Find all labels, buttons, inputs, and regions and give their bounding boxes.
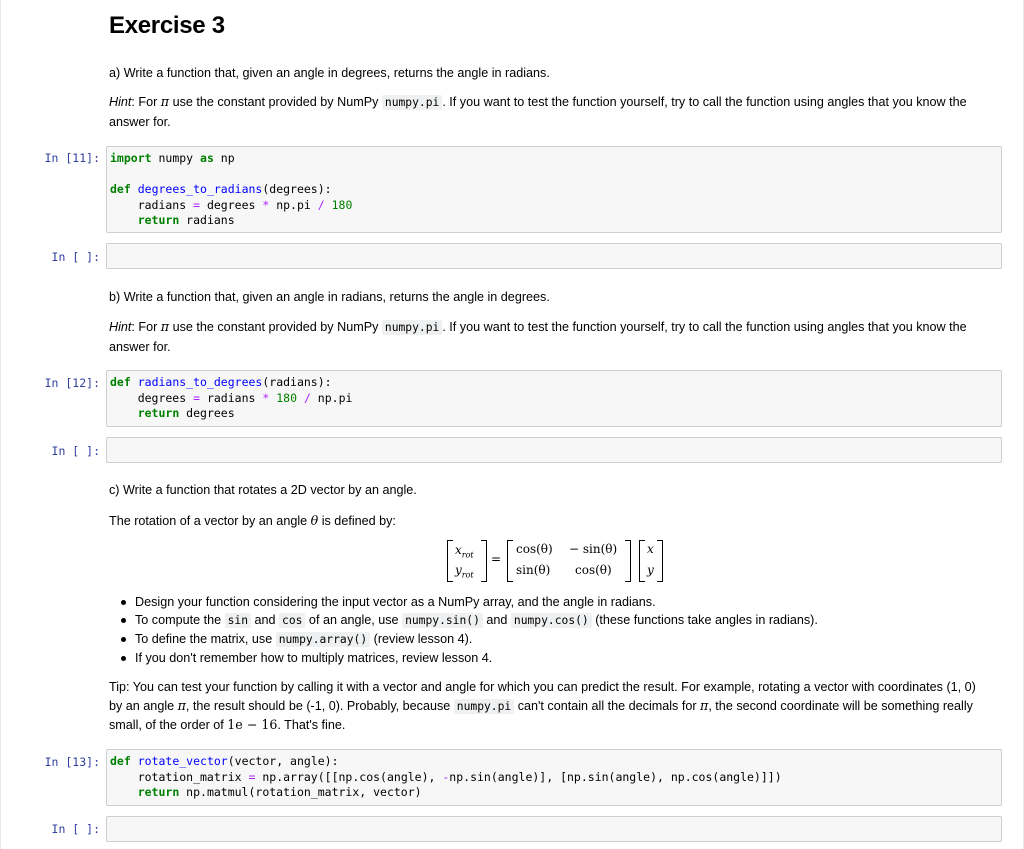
part-b-hint [109, 318, 997, 356]
code-line [110, 151, 1001, 167]
bracket [625, 540, 631, 582]
pi-symbol: π [160, 94, 170, 109]
inline-code: numpy.pi [382, 95, 442, 110]
code-token [131, 375, 138, 389]
code-line [110, 167, 1001, 183]
bracket [447, 540, 453, 582]
list-text: If you don't remember how to multiply matrices, review lesson 4. [135, 651, 493, 665]
code-token: degrees [179, 406, 235, 420]
list-text: and [251, 613, 280, 627]
code-token: np.sin(angle)], [np.sin(angle), np.cos(angle)]]) [449, 769, 782, 784]
list-text: and [482, 613, 511, 627]
tip-text: , the result should be (-1, 0). Probably, because [185, 698, 454, 713]
cell-prompt: In [ ]: [51, 444, 100, 458]
code-cell-empty[interactable] [106, 437, 1002, 463]
code-line [110, 754, 1001, 770]
cell-prompt: In [ ]: [51, 250, 100, 264]
list-text: of an angle, use [305, 613, 403, 627]
inline-code: sin [225, 613, 251, 628]
code-token: radians_to_degrees [137, 375, 263, 389]
matrix-cell: sin(θ) [516, 563, 551, 577]
hint-text: use the constant provided by NumPy [169, 95, 382, 109]
theta-symbol: θ [310, 513, 319, 528]
code-token: as [200, 151, 214, 165]
code-token [110, 213, 138, 227]
bracket [481, 540, 487, 582]
bracket [507, 540, 513, 582]
list-text: To compute the [135, 613, 225, 627]
code-token: return [137, 785, 180, 799]
pi-symbol: π [700, 697, 709, 713]
exercise-heading: Exercise 3 [109, 12, 225, 39]
hint-text: answer for. [109, 114, 171, 129]
code-token: numpy [151, 151, 201, 165]
hint-text: answer for. [109, 339, 171, 354]
inline-code: numpy.pi [382, 320, 442, 335]
code-token: np.pi [310, 390, 353, 405]
requirements-list [109, 593, 997, 667]
code-token [110, 785, 138, 799]
code-token: degrees [110, 390, 194, 405]
code-token: rotate_vector [137, 754, 228, 768]
code-token: (vector, angle): [227, 754, 339, 768]
code-cell[interactable] [106, 370, 1002, 427]
code-cell[interactable] [106, 146, 1002, 233]
code-token: (radians): [262, 375, 332, 389]
code-token: np [213, 151, 235, 165]
inline-code: cos [279, 613, 305, 628]
tip-text: Tip: You can test your function by calling it with a vector and angle for which you can predict the result. For example, rotating a vector with coordinates (1, 0) [109, 680, 976, 694]
rotation-text: is defined by: [318, 514, 396, 528]
list-text: (these functions take angles in radians). [591, 613, 818, 627]
tip-text: small, of the order of [109, 718, 228, 732]
code-token: return [137, 213, 180, 227]
code-cell-empty[interactable] [106, 243, 1002, 269]
code-token: = [193, 197, 201, 212]
code-line [110, 406, 1001, 422]
code-token: rotation_matrix [110, 769, 249, 784]
code-line [110, 182, 1001, 198]
hint-text: : For [131, 320, 161, 334]
hint-label: Hint [109, 95, 132, 109]
math-inline: 1e − 16 [227, 717, 278, 732]
code-token: = [248, 769, 256, 784]
code-cell[interactable] [106, 749, 1002, 806]
code-token: = [193, 390, 201, 405]
bracket [639, 540, 645, 582]
code-token: def [110, 182, 131, 196]
tip-text: can't contain all the decimals for [514, 698, 701, 713]
tip-text: . That's fine. [277, 718, 346, 732]
part-a-hint [109, 93, 997, 131]
pi-symbol: π [177, 697, 186, 713]
code-line [110, 213, 1001, 229]
code-line [110, 375, 1001, 391]
inline-code: numpy.pi [454, 699, 514, 714]
code-token [131, 754, 138, 768]
pi-symbol: π [160, 319, 170, 334]
matrix-cell: − sin(θ) [569, 542, 618, 556]
code-line [110, 198, 1001, 214]
cell-prompt: In [11]: [44, 151, 100, 165]
part-c-instruction: c) Write a function that rotates a 2D vector by an angle. [109, 483, 417, 497]
y-rot: y [455, 563, 462, 577]
part-a-instruction: a) Write a function that, given an angle in degrees, returns the angle in radians. [109, 66, 550, 80]
code-token [110, 406, 138, 420]
inline-code: numpy.array() [276, 632, 370, 647]
hint-text: . If you want to test the function yourself, try to call the function using angles that you know the [442, 320, 967, 334]
list-item [135, 593, 997, 611]
inline-code: numpy.cos() [511, 613, 592, 628]
cell-prompt: In [13]: [44, 755, 100, 769]
list-item [135, 630, 997, 649]
code-token: degrees [200, 197, 263, 212]
tip-paragraph [109, 678, 997, 735]
hint-label: Hint [109, 320, 132, 334]
code-token [325, 198, 332, 212]
tip-text: , the second coordinate will be something really [708, 698, 973, 713]
code-token: * [262, 197, 270, 212]
list-item [135, 649, 997, 667]
subscript: rot [461, 570, 474, 580]
list-text: To define the matrix, use [135, 632, 276, 646]
code-token: import [110, 151, 152, 165]
vector-y: y [647, 563, 654, 577]
list-text: Design your function considering the input vector as a NumPy array, and the angle in radians. [135, 595, 656, 609]
rotation-formula [445, 538, 670, 582]
code-token: / [317, 197, 325, 212]
cell-prompt: In [12]: [44, 376, 100, 390]
code-token: / [303, 390, 311, 405]
code-token: np.array([[np.cos(angle), [255, 769, 443, 784]
inline-code: numpy.sin() [402, 613, 483, 628]
code-token: def [110, 754, 131, 768]
tip-text: by an angle [109, 698, 178, 713]
code-token: np.pi [269, 197, 318, 212]
code-token [131, 182, 138, 196]
code-token: 180 [331, 197, 353, 212]
code-line [110, 770, 1001, 786]
list-text: (review lesson 4). [370, 632, 473, 646]
matrix-cell: cos(θ) [516, 542, 553, 556]
cell-prompt: In [ ]: [51, 822, 100, 836]
list-item [135, 611, 997, 630]
code-token [297, 391, 304, 405]
rotation-text: The rotation of a vector by an angle [109, 514, 311, 528]
code-line [110, 391, 1001, 407]
matrix-cell: cos(θ) [575, 563, 612, 577]
code-token: radians [200, 390, 263, 405]
equals-sign: = [491, 552, 502, 566]
code-token: - [442, 769, 450, 784]
code-token: def [110, 375, 131, 389]
code-token: np.matmul(rotation_matrix, vector) [179, 785, 422, 799]
code-token: radians [110, 197, 194, 212]
code-token: radians [179, 213, 235, 227]
code-token: return [137, 406, 180, 420]
part-b-instruction: b) Write a function that, given an angle in radians, returns the angle in degrees. [109, 290, 550, 304]
code-token: degrees_to_radians [137, 182, 263, 196]
code-token: 180 [276, 390, 297, 405]
code-token: (degrees): [262, 182, 332, 196]
x-rot: x [455, 543, 462, 557]
code-cell-empty[interactable] [106, 816, 1002, 842]
subscript: rot [461, 550, 474, 560]
hint-text: use the constant provided by NumPy [169, 320, 382, 334]
hint-text: : For [131, 95, 161, 109]
code-token: * [262, 390, 270, 405]
vector-x: x [647, 542, 654, 556]
bracket [657, 540, 663, 582]
code-line [110, 785, 1001, 801]
hint-text: . If you want to test the function yourself, try to call the function using angles that you know the [442, 95, 967, 109]
rotation-definition [109, 512, 997, 531]
